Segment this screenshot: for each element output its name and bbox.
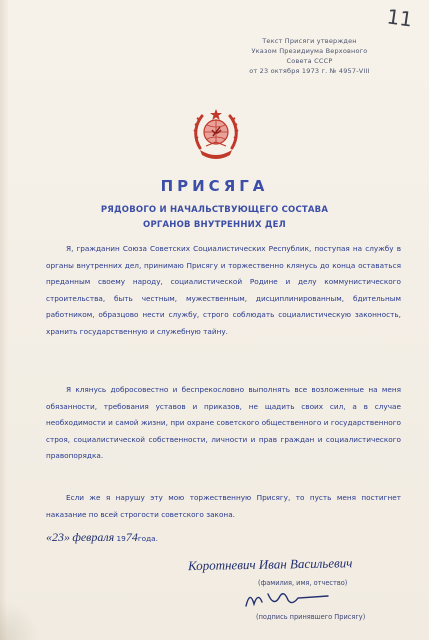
date-month: февраля [72,530,115,544]
fio-caption: (фамилия, имя, отчество) [258,579,348,587]
oath-paragraph-3: Если же я нарушу эту мою торжественную Присягу, то пусть меня постигнет наказание по всей строгости советского закона. [46,493,401,519]
date-line [46,530,276,550]
decree-reference [232,36,387,76]
decree-line: Совета СССР [286,57,333,65]
fio-handwritten: Коротневич Иван Васильевич [187,555,353,574]
page-number: 11 [385,4,414,32]
oath-subtitle-line2: ОРГАНОВ ВНУТРЕННИХ ДЕЛ [143,220,286,230]
date-year-handwritten: 74 [125,530,138,544]
oath-paragraph-1: Я, гражданин Союза Советских Социалистических Республик, поступая на службу в органы внутренних дел, принимаю Присягу и торжественно клянусь до конца оставаться преданным своему народу, социалистической Родине и делу коммунистического строительства, быть честным, мужественным, дисциплинированным, бдительным работником, образцово нести службу, строго соблюдать социалистическую законность, хранить государственную и служебную тайну. [46,244,401,336]
oath-title: ПРИСЯГА [160,177,269,195]
decree-line: от 23 октября 1973 г. № 4957-VIII [249,67,370,75]
decree-line: Текст Присяги утвержден [262,37,357,45]
date-day: «23» [46,530,70,544]
signature-caption: (подпись принявшего Присягу) [256,613,366,621]
paper-stain [0,600,40,640]
ussr-emblem-icon [192,108,240,160]
date-suffix: года. [137,534,158,543]
date-year-prefix: 19 [116,534,126,543]
decree-line: Указом Президиума Верховного [251,47,368,55]
oath-subtitle-line1: РЯДОВОГО И НАЧАЛЬСТВУЮЩЕГО СОСТАВА [100,205,329,215]
signature-image [238,586,338,612]
oath-paragraph-2: Я клянусь добросовестно и беспрекословно выполнять все возложенные на меня обязанности, требования уставов и приказов, не щадить своих сил, а в случае необходимости и самой жизни, при охране советского общественного и государственного строя, социалистической собственности, личности и прав граждан и социалистического правопорядка. [46,385,401,461]
page-edge-shadow [0,0,8,640]
